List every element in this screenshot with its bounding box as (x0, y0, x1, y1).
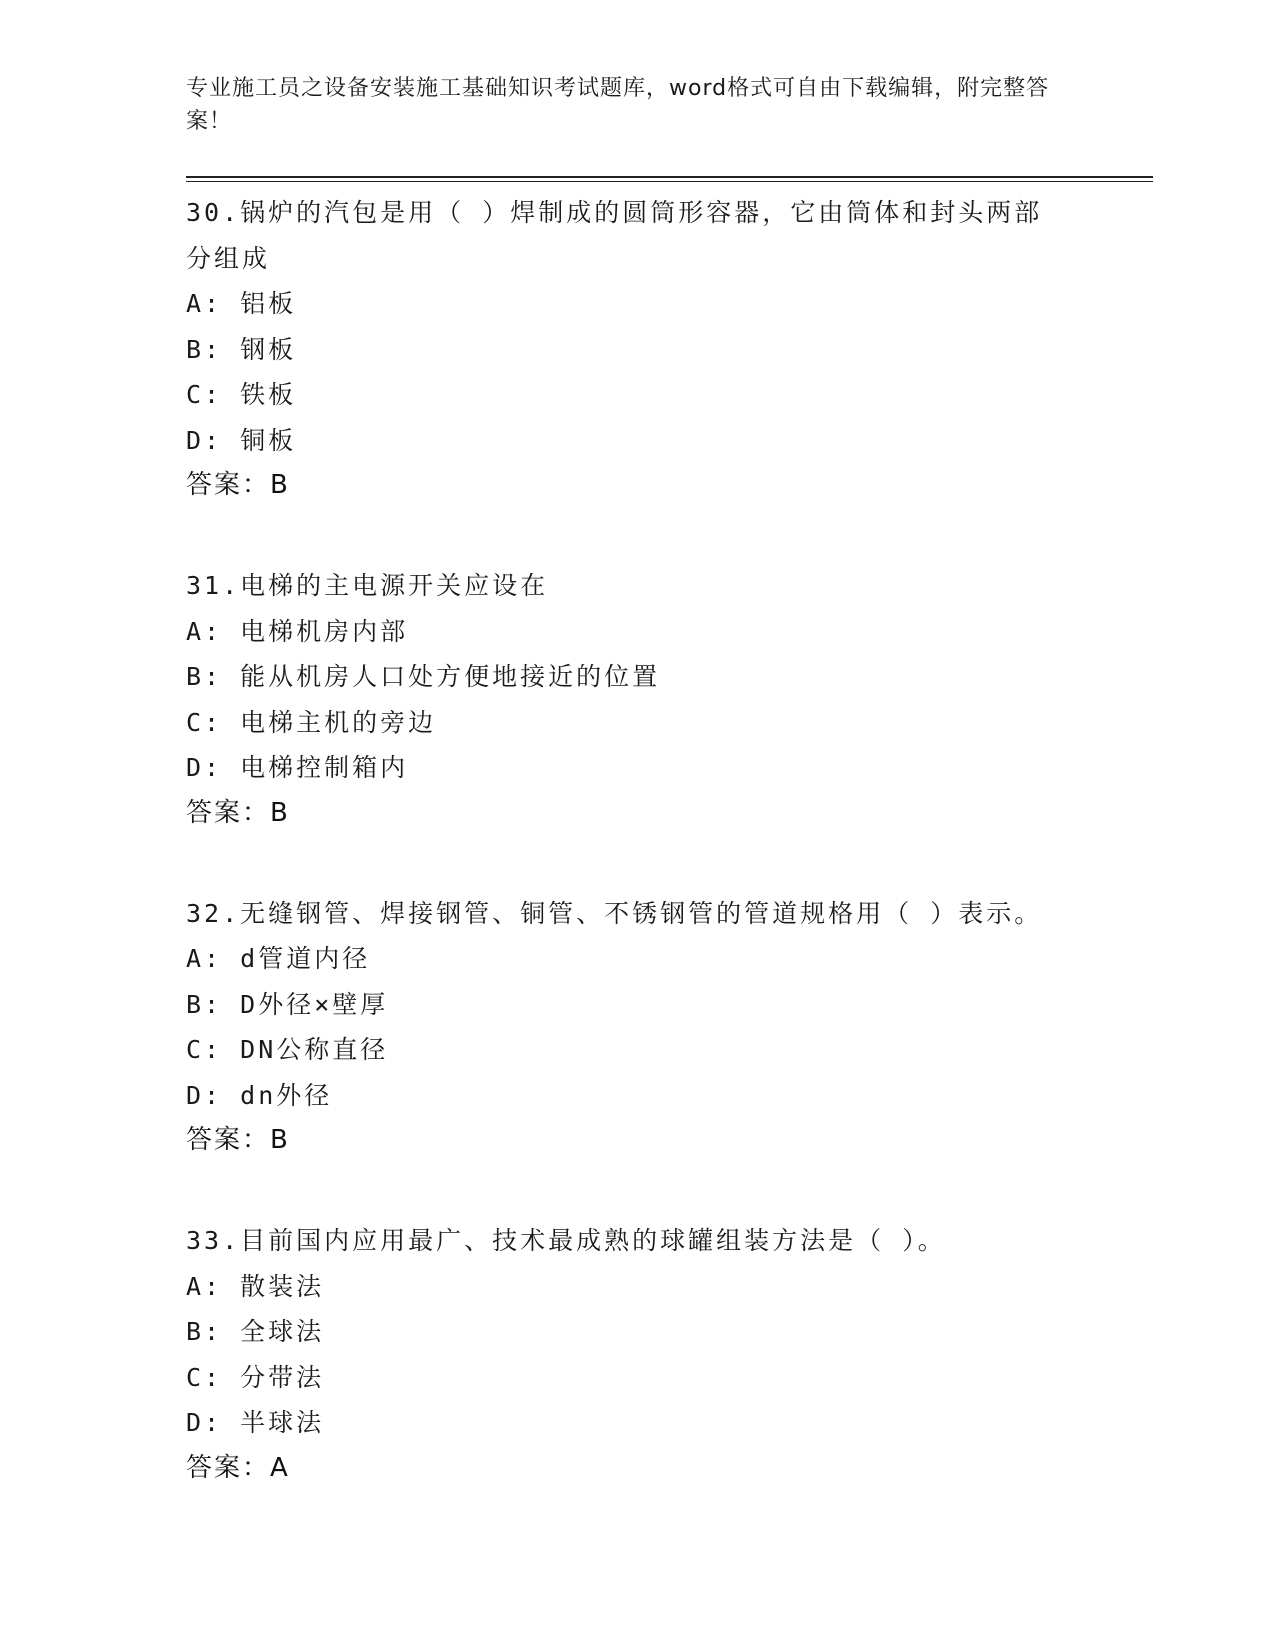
option-a: A: 电梯机房内部 (186, 616, 409, 646)
option-d: D: 电梯控制箱内 (186, 753, 409, 782)
question-31 (186, 563, 1086, 835)
option-b: B: D外径×壁厚 (186, 989, 389, 1019)
question-32 (186, 891, 1086, 1163)
header-divider-thin (186, 181, 1153, 182)
option-b: B: 能从机房人口处方便地接近的位置 (186, 662, 661, 691)
question-stem: 31.电梯的主电源开关应设在 (186, 571, 549, 600)
header-divider-thick (186, 176, 1153, 178)
answer-line: 答案：B (186, 797, 290, 828)
option-d: D: 铜板 (186, 425, 297, 455)
question-30 (186, 190, 1086, 507)
option-c: C: 铁板 (186, 380, 297, 409)
answer-line: 答案：A (186, 1452, 290, 1483)
option-d: D: 半球法 (186, 1408, 325, 1437)
document-header: 专业施工员之设备安装施工基础知识考试题库，word格式可自由下载编辑，附完整答案！ (186, 76, 1050, 134)
question-list (186, 190, 1086, 1546)
question-33 (186, 1218, 1086, 1490)
option-a: A: 散装法 (186, 1271, 325, 1301)
answer-line: 答案：B (186, 1125, 290, 1155)
question-stem: 32.无缝钢管、焊接钢管、铜管、不锈钢管的管道规格用（ ）表示。 (186, 898, 1043, 928)
question-stem: 30.锅炉的汽包是用（ ）焊制成的圆筒形容器，它由筒体和封头两部分组成 (186, 198, 1043, 273)
option-a: A: 铝板 (186, 289, 297, 318)
answer-line: 答案：B (186, 470, 290, 500)
option-b: B: 全球法 (186, 1317, 325, 1346)
option-c: C: 电梯主机的旁边 (186, 707, 437, 737)
question-stem: 33.目前国内应用最广、技术最成熟的球罐组装方法是（ ）。 (186, 1226, 946, 1255)
option-c: C: DN公称直径 (186, 1035, 389, 1064)
option-c: C: 分带法 (186, 1362, 325, 1392)
option-d: D: dn外径 (186, 1080, 333, 1110)
option-a: A: d管道内径 (186, 944, 371, 973)
option-b: B: 钢板 (186, 334, 297, 364)
